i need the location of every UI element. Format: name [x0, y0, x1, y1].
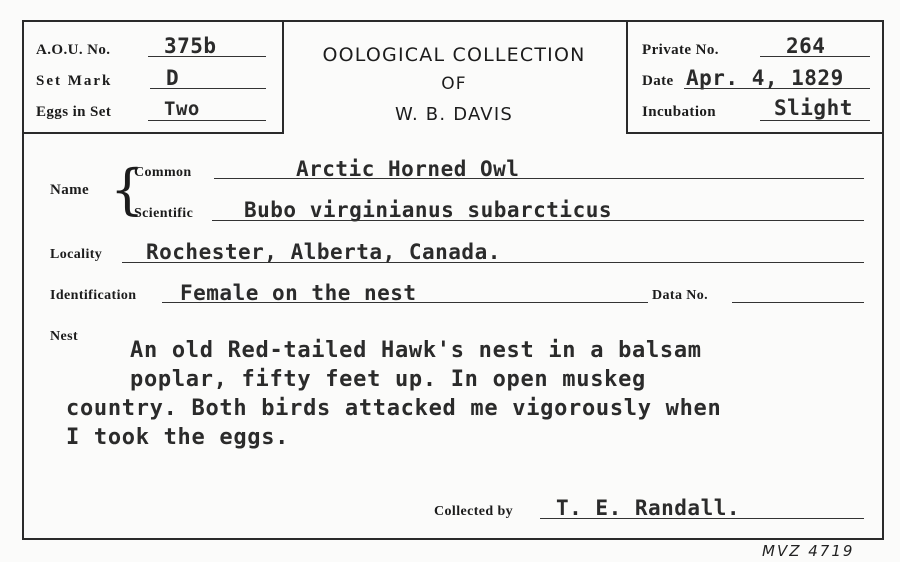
scientific-name-value: Bubo virginianus subarcticus: [244, 198, 613, 222]
collector-name-title: W. B. DAVIS: [395, 104, 513, 125]
locality-value: Rochester, Alberta, Canada.: [146, 240, 501, 264]
data-no-rule: [732, 302, 864, 303]
locality-label: Locality: [50, 247, 103, 262]
common-name-value: Arctic Horned Owl: [296, 157, 520, 181]
set-mark-label: Set Mark: [36, 73, 113, 89]
nest-line-3: country. Both birds attacked me vigorously when: [66, 396, 722, 421]
nest-label: Nest: [50, 329, 79, 344]
nest-line-1: An old Red-tailed Hawk's nest in a balsam: [130, 338, 702, 363]
eggs-rule: [148, 120, 266, 121]
eggs-label: Eggs in Set: [36, 104, 112, 120]
incubation-value: Slight: [774, 96, 853, 120]
private-value: 264: [786, 34, 826, 58]
date-value: Apr. 4, 1829: [686, 66, 844, 90]
name-label: Name: [50, 182, 90, 198]
collection-title-of: OF: [441, 74, 467, 94]
identification-label: Identification: [50, 288, 137, 303]
eggs-value: Two: [164, 98, 200, 120]
aou-rule: [148, 56, 266, 57]
collector-value: T. E. Randall.: [556, 496, 741, 520]
private-rule: [760, 56, 870, 57]
scientific-rule: [212, 220, 864, 221]
collection-title: OOLOGICAL COLLECTION: [322, 44, 586, 66]
private-label: Private No.: [642, 42, 719, 58]
data-no-label: Data No.: [652, 288, 709, 303]
incubation-label: Incubation: [642, 104, 717, 120]
identification-rule: [162, 302, 648, 303]
set-mark-value: D: [166, 66, 180, 90]
catalog-mark: MVZ 4719: [762, 542, 855, 560]
common-rule: [214, 178, 864, 179]
aou-label: A.O.U. No.: [36, 42, 111, 58]
set-mark-rule: [150, 88, 266, 89]
nest-line-2: poplar, fifty feet up. In open muskeg: [130, 367, 646, 392]
locality-rule: [122, 262, 864, 263]
collector-rule: [540, 518, 864, 519]
name-brace: {: [110, 158, 145, 221]
date-label: Date: [642, 73, 674, 89]
identification-value: Female on the nest: [180, 281, 417, 305]
common-label: Common: [134, 165, 192, 180]
incubation-rule: [760, 120, 870, 121]
scientific-label: Scientific: [134, 206, 194, 221]
collected-by-label: Collected by: [434, 504, 514, 519]
aou-value: 375b: [164, 34, 217, 58]
nest-line-4: I took the eggs.: [66, 425, 290, 450]
date-rule: [684, 88, 870, 89]
